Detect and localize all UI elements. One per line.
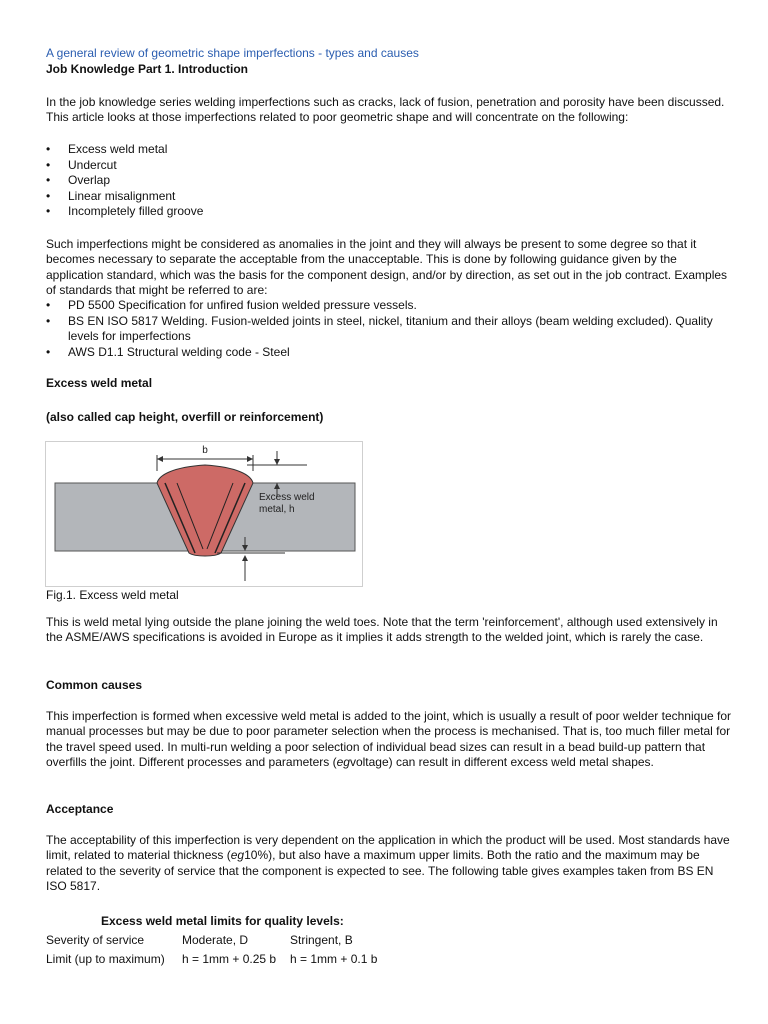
article-title-link[interactable]: A general review of geometric shape imperfections - types and causes xyxy=(46,46,419,60)
intro-paragraph: In the job knowledge series welding imperfections such as cracks, lack of fusion, penetration and porosity have been discussed. This article looks at those imperfections related to poor geometric shape and will concentrate on the following: xyxy=(46,95,725,125)
acceptance-paragraph xyxy=(46,833,736,895)
article-subtitle: Job Knowledge Part 1. Introduction xyxy=(46,62,249,76)
weld-diagram xyxy=(45,441,363,587)
acceptance-text-eg: eg xyxy=(230,848,245,863)
label-excess-weld-line1: Excess weld xyxy=(259,492,315,503)
causes-paragraph xyxy=(46,709,736,771)
label-b: b xyxy=(202,445,208,456)
list-item: • Undercut xyxy=(46,158,203,174)
figure-excess-weld-metal xyxy=(45,441,363,587)
acceptance-text-part1: The acceptability of this imperfection is very dependent on the application in which the product will be used. Most standards have limit, related to material thickness ( xyxy=(46,833,730,863)
section-heading-common-causes: Common causes xyxy=(46,678,143,692)
table-cell: Moderate, D xyxy=(182,933,249,947)
list-item: • PD 5500 Specification for unfired fusion welded pressure vessels. xyxy=(46,298,736,314)
standards-intro-paragraph: Such imperfections might be considered as anomalies in the joint and they will always be present to some degree so that it becomes necessary to separate the acceptable from the unacceptable. This is done by following guidance given by the application standard, which was the basis for the component design, and/or by direction, as set out in the job contract. Examples of standards that might be referred to are: xyxy=(46,237,728,298)
table-cell: h = 1mm + 0.1 b xyxy=(290,952,378,966)
excess-description-paragraph: This is weld metal lying outside the plane joining the weld toes. Note that the term 'reinforcement', although used extensively in the ASME/AWS specifications is avoided in Europe as it implies it adds strength to the welded joint, which is rarely the case. xyxy=(46,615,718,645)
list-item: • Overlap xyxy=(46,173,203,189)
acceptance-text-part2: 10%), but also have a maximum upper limits. Both the ratio and the maximum may be related to the severity of service that the component is expected to see. The following table gives examples taken from BS EN ISO 5817. xyxy=(46,848,714,894)
table-cell: Limit (up to maximum) xyxy=(46,952,165,966)
section-heading-excess-weld-metal: Excess weld metal xyxy=(46,376,153,390)
list-item: • BS EN ISO 5817 Welding. Fusion-welded joints in steel, nickel, titanium and their alloys (beam welding excluded). Quality levels for imperfections xyxy=(46,314,736,345)
causes-text-eg: eg xyxy=(336,755,350,770)
causes-text-part2: voltage) can result in different excess weld metal shapes. xyxy=(349,755,654,770)
figure-caption: Fig.1. Excess weld metal xyxy=(46,588,179,602)
table-cell: h = 1mm + 0.25 b xyxy=(182,952,277,966)
causes-text-part1: This imperfection is formed when excessive weld metal is added to the joint, which is usually a result of poor welder technique for manual processes but may be due to poor parameter selection when the process is mechanised. That is, too much filler metal for the travel speed used. In multi-run welding a poor selection of individual bead sizes can result in a bead build-up pattern that overfills the joint. Different processes and parameters ( xyxy=(46,709,732,770)
table-cell: Severity of service xyxy=(46,933,145,947)
table-cell: Stringent, B xyxy=(290,933,353,947)
list-item: • AWS D1.1 Structural welding code - Steel xyxy=(46,345,736,361)
table-row xyxy=(44,931,402,950)
table-row xyxy=(44,950,402,969)
limits-table xyxy=(44,931,402,969)
list-item: • Excess weld metal xyxy=(46,142,203,158)
list-item: • Incompletely filled groove xyxy=(46,204,203,220)
label-excess-weld-line2: metal, h xyxy=(259,504,295,515)
section-heading-acceptance: Acceptance xyxy=(46,802,114,816)
section-subheading-aliases: (also called cap height, overfill or reinforcement) xyxy=(46,410,324,424)
standards-list xyxy=(46,298,736,360)
imperfection-list xyxy=(46,142,203,220)
list-item: • Linear misalignment xyxy=(46,189,203,205)
limits-table-title: Excess weld metal limits for quality levels: xyxy=(101,914,344,928)
